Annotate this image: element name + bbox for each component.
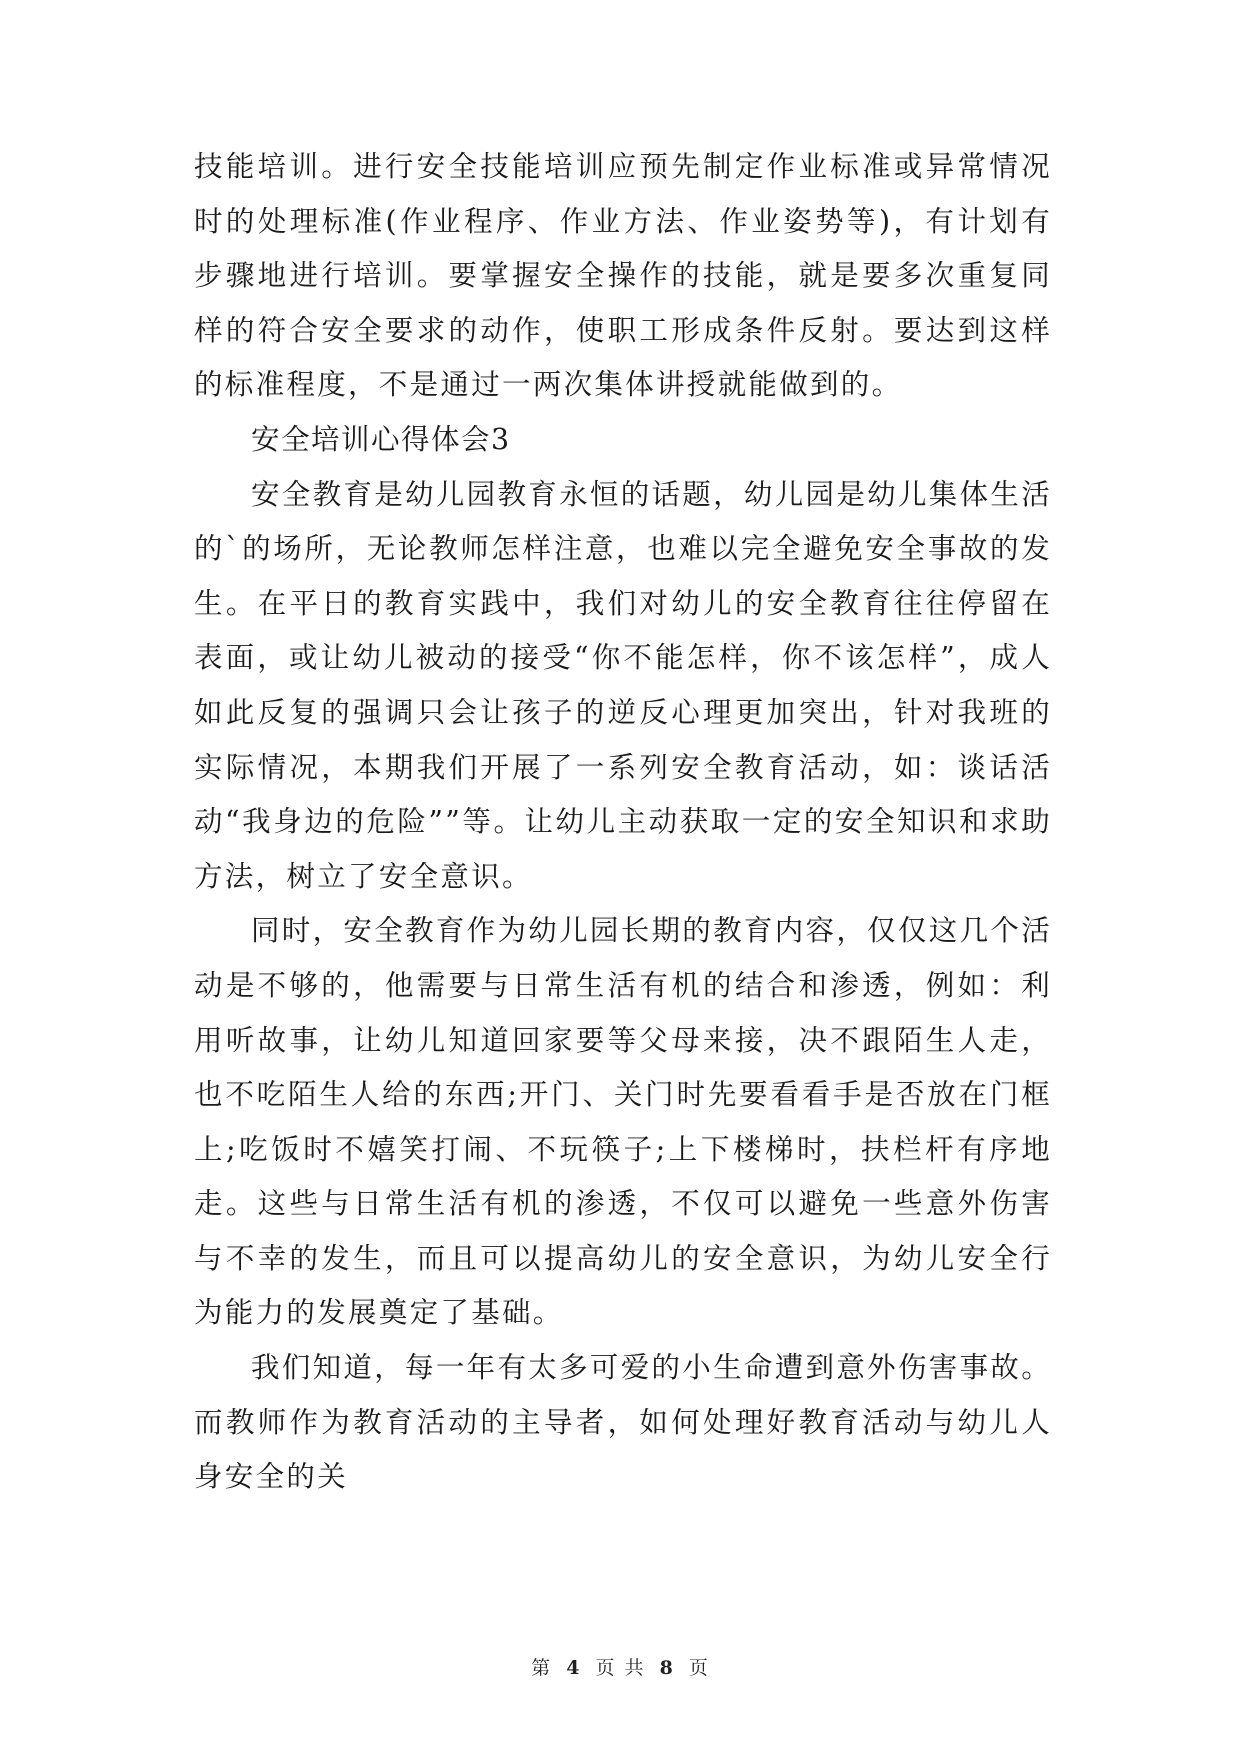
paragraph: 安全教育是幼儿园教育永恒的话题，幼儿园是幼儿集体生活的`的场所，无论教师怎样注意，也难以完全避免安全事故的发生。在平日的教育实践中，我们对幼儿的安全教育往往停留在表面，或让幼儿被动的接受“你不能怎样，你不该怎样”，成人如此反复的强调只会让孩子的逆反心理更加突出，针对我班的实际情况，本期我们开展了一系列安全教育活动，如：谈话活动“我身边的危险””等。让幼儿主动获取一定的安全知识和求助方法，树立了安全意识。 <box>194 477 1052 893</box>
footer-total-pages: 8 <box>659 1657 675 1679</box>
paragraph: 同时，安全教育作为幼儿园长期的教育内容，仅仅这几个活动是不够的，他需要与日常生活有机的结合和渗透，例如：利用听故事，让幼儿知道回家要等父母来接，决不跟陌生人走，也不吃陌生人给的东西;开门、关门时先要看看手是否放在门框上;吃饭时不嬉笑打闹、不玩筷子;上下楼梯时，扶栏杆有序地走。这些与日常生活有机的渗透，不仅可以避免一些意外伤害与不幸的发生，而且可以提高幼儿的安全意识，为幼儿安全行为能力的发展奠定了基础。 <box>194 914 1052 1330</box>
footer-middle: 页 共 <box>595 1657 646 1679</box>
document-body <box>194 140 1052 1505</box>
page-footer <box>0 1653 1241 1680</box>
footer-current-page: 4 <box>566 1657 582 1679</box>
footer-suffix: 页 <box>688 1657 710 1679</box>
paragraph: 我们知道，每一年有太多可爱的小生命遭到意外伤害事故。而教师作为教育活动的主导者，如何处理好教育活动与幼儿人身安全的关 <box>194 1351 1052 1494</box>
paragraph-continued: 技能培训。进行安全技能培训应预先制定作业标准或异常情况时的处理标准(作业程序、作业方法、作业姿势等)，有计划有步骤地进行培训。要掌握安全操作的技能，就是要多次重复同样的符合安全要求的动作，使职工形成条件反射。要达到这样的标准程度，不是通过一两次集体讲授就能做到的。 <box>194 150 1052 402</box>
section-heading: 安全培训心得体会3 <box>251 422 511 456</box>
footer-prefix: 第 <box>531 1657 553 1679</box>
